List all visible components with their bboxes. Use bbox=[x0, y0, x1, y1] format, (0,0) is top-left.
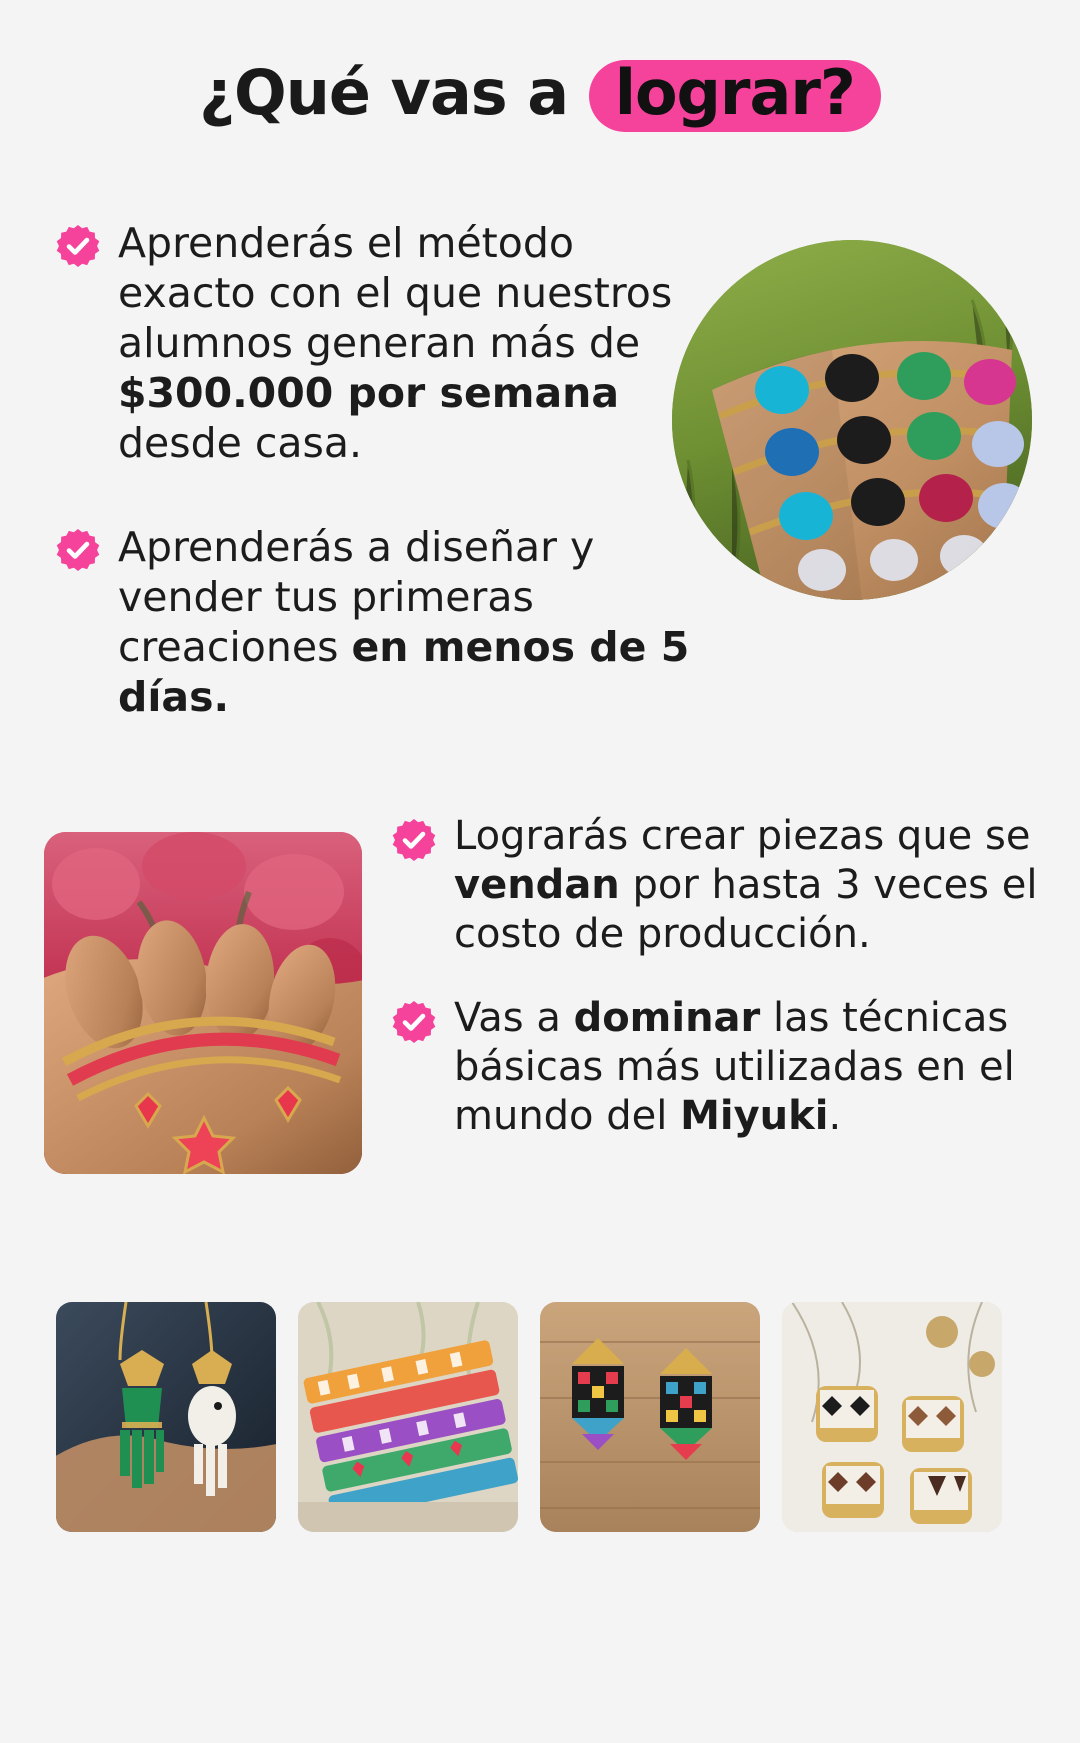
bullet-segment-bold: en menos de 5 días. bbox=[118, 623, 690, 722]
middle-bullet-group bbox=[392, 812, 1040, 1141]
bullet-text bbox=[118, 522, 696, 722]
bullet-item bbox=[392, 994, 1040, 1140]
bullet-segment: Vas a bbox=[454, 995, 574, 1042]
bullet-item bbox=[56, 522, 696, 722]
bullet-segment: . bbox=[828, 1092, 842, 1139]
bullet-segment: Aprenderás el método exacto con el que nuestros alumnos generan más de bbox=[118, 219, 673, 368]
bullet-segment-bold: Miyuki bbox=[680, 1092, 829, 1139]
beaded-fish-pendants-photo bbox=[56, 1302, 276, 1532]
bullet-text bbox=[118, 218, 696, 468]
bullet-segment-bold: dominar bbox=[573, 995, 761, 1042]
red-beaded-bracelet-in-hand-photo bbox=[44, 832, 362, 1174]
page-title bbox=[199, 56, 881, 132]
page-title-wrap bbox=[0, 0, 1080, 132]
beaded-rings-photo bbox=[782, 1302, 1002, 1532]
bullet-segment: Lograrás crear piezas que se bbox=[454, 813, 1031, 859]
bullet-text bbox=[454, 812, 1040, 958]
page-title-highlight: lograr? bbox=[589, 60, 881, 132]
bracelets-on-wrist-photo bbox=[672, 240, 1032, 600]
beaded-cube-earrings-photo bbox=[540, 1302, 760, 1532]
bullet-segment: por hasta 3 veces el costo de producción. bbox=[454, 861, 1038, 957]
page-title-prefix: ¿Qué vas a bbox=[199, 56, 589, 129]
bullet-text bbox=[454, 994, 1040, 1140]
bullet-segment: Aprenderás a diseñar y vender tus primeras creaciones bbox=[118, 523, 595, 672]
top-bullet-group bbox=[56, 218, 696, 722]
bullet-segment: desde casa. bbox=[118, 419, 363, 468]
bullet-item bbox=[56, 218, 696, 468]
check-badge-icon bbox=[56, 224, 100, 268]
bullet-segment-bold: $300.000 por semana bbox=[118, 369, 620, 418]
bullet-segment: las técnicas básicas más utilizadas en el mundo del bbox=[454, 995, 1015, 1139]
check-badge-icon bbox=[56, 528, 100, 572]
check-badge-icon bbox=[392, 1000, 436, 1044]
check-badge-icon bbox=[392, 818, 436, 862]
photo-strip bbox=[56, 1302, 1024, 1532]
beaded-bracelets-stack-photo bbox=[298, 1302, 518, 1532]
bullet-item bbox=[392, 812, 1040, 958]
bullet-segment-bold: vendan bbox=[454, 861, 620, 908]
